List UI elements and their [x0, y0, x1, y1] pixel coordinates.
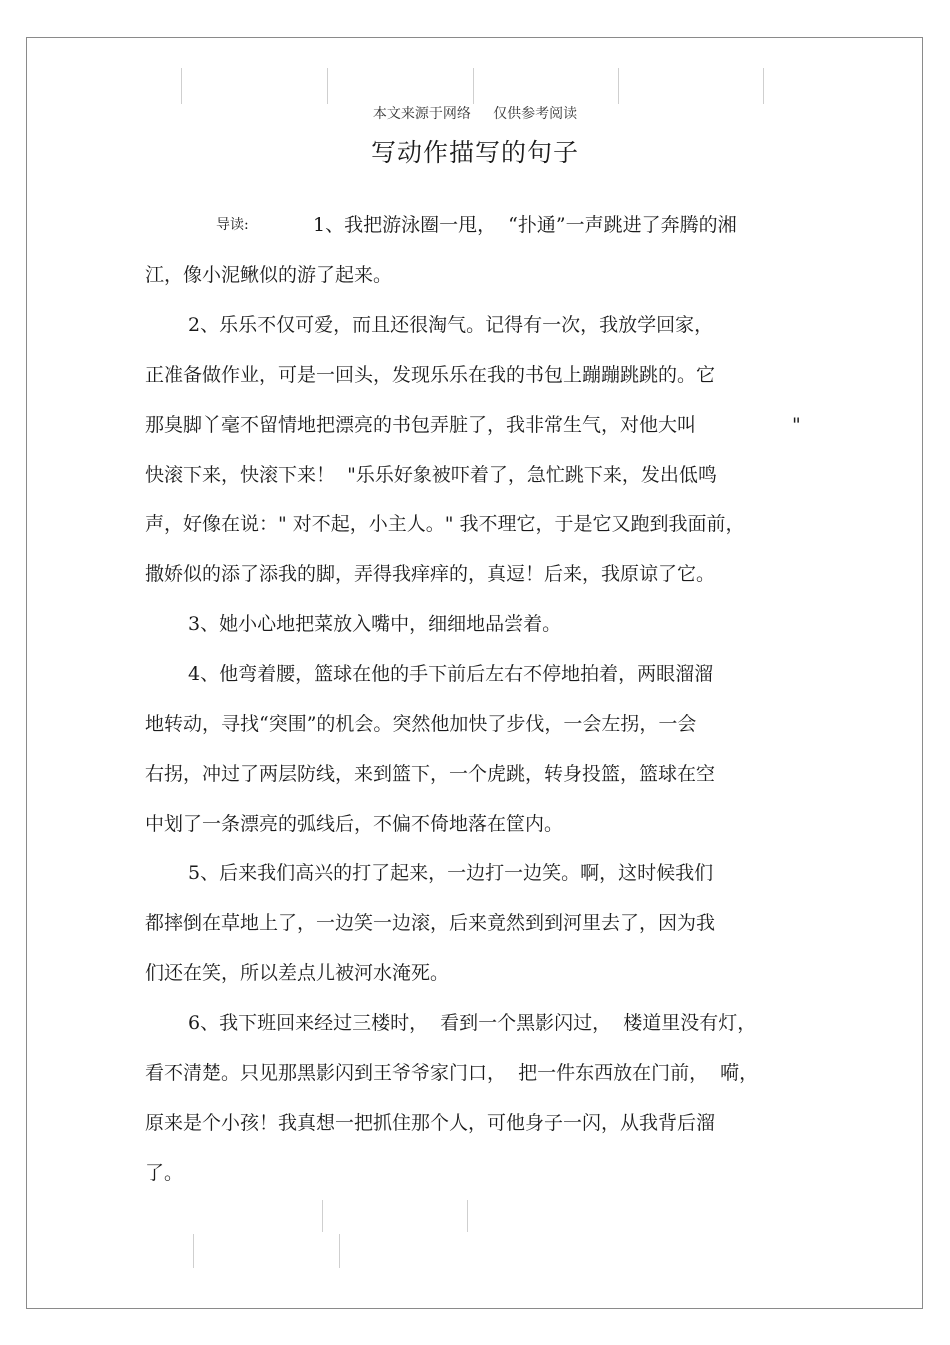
paragraph-1-line-2: 江，像小泥鳅似的游了起来。 [145, 264, 393, 286]
paragraph-4-line-2: 地转动，寻找“突围”的机会。突然他加快了步伐，一会左拐，一会 [145, 713, 697, 735]
paragraph-1-line-1: 1、我把游泳圈一甩， “扑通”一声跳进了奔腾的湘 [313, 214, 737, 236]
paragraph-6-line-3: 原来是个小孩！我真想一把抓住那个人，可他身子一闪，从我背后溜 [145, 1112, 716, 1134]
bottom-tick-mark [193, 1234, 194, 1268]
paragraph-2-line-3: 那臭脚丫毫不留情地把漂亮的书包弄脏了，我非常生气，对他大叫 [145, 414, 697, 436]
paragraph-6-line-1: 6、我下班回来经过三楼时， 看到一个黑影闪过， 楼道里没有灯， [188, 1012, 757, 1034]
top-tick-mark [763, 68, 764, 104]
paragraph-5-line-1: 5、后来我们高兴的打了起来，一边打一边笑。啊，这时候我们 [188, 862, 714, 884]
paragraph-5-line-2: 都摔倒在草地上了，一边笑一边滚，后来竟然到到河里去了，因为我 [145, 912, 716, 934]
top-tick-mark [473, 68, 474, 104]
paragraph-5-line-3: 们还在笑，所以差点儿被河水淹死。 [145, 962, 450, 984]
paragraph-4-line-1: 4、他弯着腰，篮球在他的手下前后左右不停地拍着，两眼溜溜 [188, 663, 714, 685]
trailing-quote: " [792, 414, 801, 436]
paragraph-2-line-5: 声，好像在说：" 对不起，小主人。" 我不理它，于是它又跑到我面前， [145, 513, 745, 535]
paragraph-2-line-2: 正准备做作业，可是一回头，发现乐乐在我的书包上蹦蹦跳跳的。它 [145, 364, 716, 386]
top-tick-mark [181, 68, 182, 104]
bottom-tick-mark [467, 1200, 468, 1232]
source-note: 本文来源于网络 仅供参考阅读 [372, 106, 578, 122]
paragraph-4-line-4: 中划了一条漂亮的弧线后，不偏不倚地落在筐内。 [145, 813, 564, 835]
paragraph-2-line-4: 快滚下来，快滚下来！ "乐乐好象被吓着了，急忙跳下来，发出低鸣 [145, 464, 717, 486]
bottom-tick-mark [322, 1200, 323, 1232]
paragraph-2-line-6: 撒娇似的添了添我的脚，弄得我痒痒的，真逗！后来，我原谅了它。 [145, 563, 716, 585]
top-tick-mark [327, 68, 328, 104]
paragraph-4-line-3: 右拐，冲过了两层防线，来到篮下，一个虎跳，转身投篮，篮球在空 [145, 763, 716, 785]
paragraph-6-line-4: 了。 [145, 1162, 184, 1184]
page-title: 写动作描写的句子 [370, 138, 579, 167]
paragraph-3-line-1: 3、她小心地把菜放入嘴中，细细地品尝着。 [188, 613, 562, 635]
bottom-tick-mark [339, 1234, 340, 1268]
paragraph-2-line-1: 2、乐乐不仅可爱，而且还很淘气。记得有一次，我放学回家， [188, 314, 714, 336]
top-tick-mark [618, 68, 619, 104]
paragraph-6-line-2: 看不清楚。只见那黑影闪到王爷爷家门口， 把一件东西放在门前， 嗬， [145, 1062, 759, 1084]
intro-label: 导读: [216, 217, 249, 233]
